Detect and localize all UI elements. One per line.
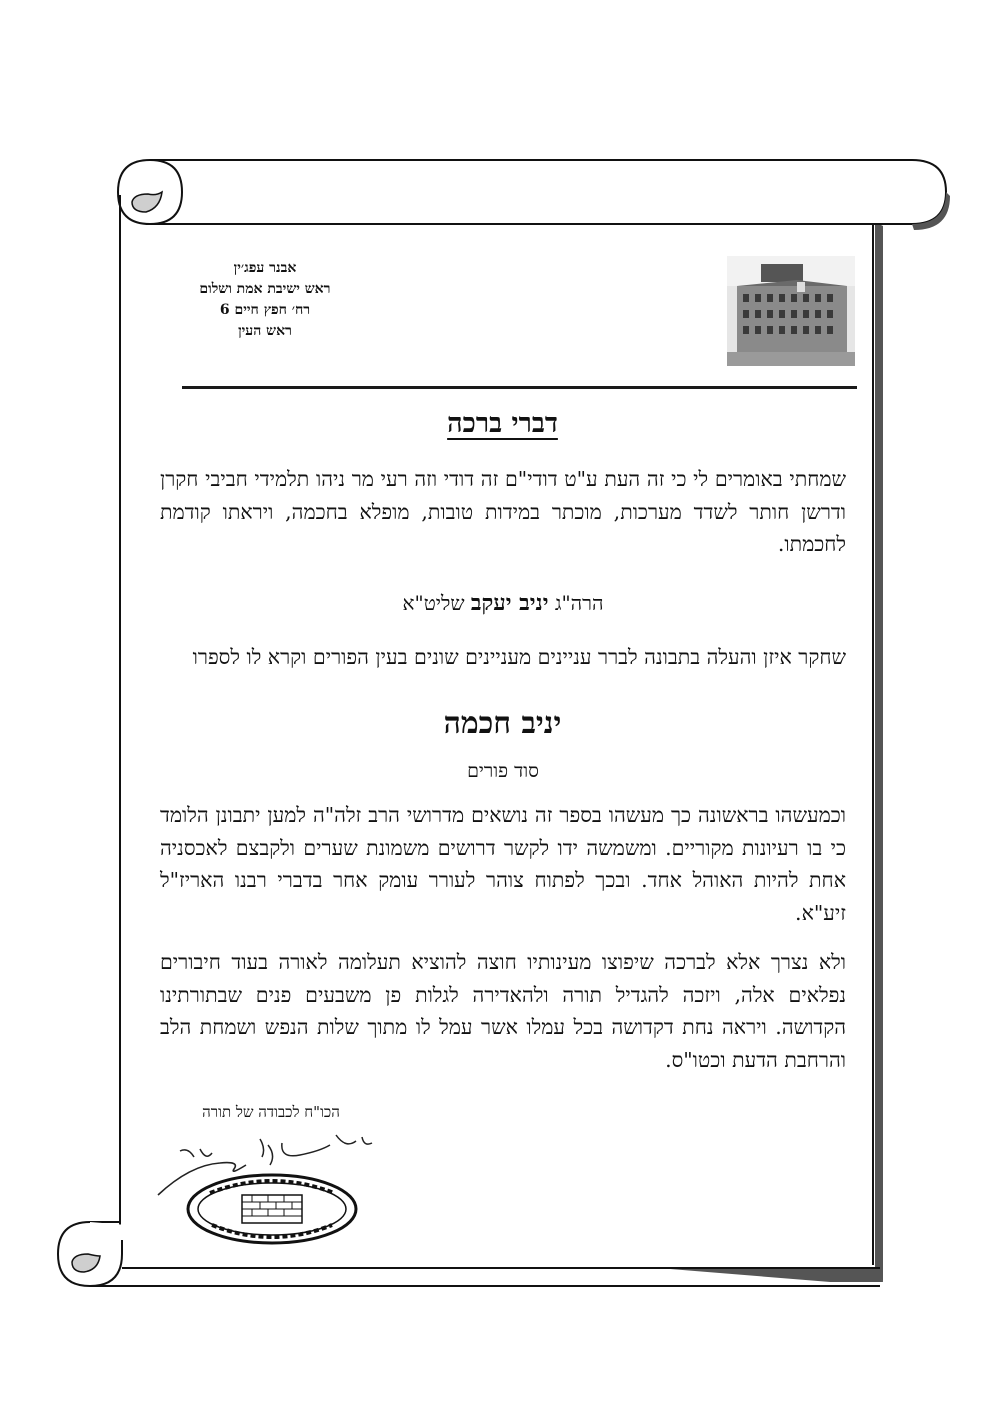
header-divider xyxy=(182,386,857,389)
opening-paragraph xyxy=(160,463,846,561)
address-line: רח׳ חפץ חיים 6 xyxy=(219,302,311,318)
paragraph-text: וכמעשהו בראשונה כך מעשהו בספר זה נושאים מדרושי הרב זלה"ה למען יתבונן הלומד כי בו רעיונות מקוריים. ומשמשה ידו לקשר דרושים משמונת שערים ולקבצם לאכסניה אחת להיות האוהל אחד. ובכך לפתוח צוהר לעורר עומק אחר בדברי רבנו האריז"ל זיע"א. xyxy=(160,803,846,925)
signature-and-stamp xyxy=(150,1125,390,1245)
fourth-paragraph xyxy=(160,946,846,1076)
second-paragraph xyxy=(160,641,846,674)
rabbi-name: יניב יעקב xyxy=(470,590,549,616)
paragraph-text: שחקר איזן והעלה בתבונה לברר עניינים מעניינים שונים בעין הפורים וקרא לו לספרו xyxy=(192,645,846,669)
rabbi-suffix: שליט"א xyxy=(402,591,465,615)
address-line: ראש ישיבת אמת ושלום xyxy=(199,281,331,297)
sender-address xyxy=(190,258,340,342)
yeshiva-building-photo xyxy=(727,256,855,366)
letter-title: דברי ברכה xyxy=(447,408,558,439)
book-subtitle: סוד פורים xyxy=(467,760,539,782)
address-line: אבנר עפג׳ין xyxy=(233,260,297,276)
paragraph-text: ולא נצרך אלא לברכה שיפוצו מעינותיו חוצה להוציא תעלומה לאורה בעוד חיבורים נפלאים אלה, ויזכה להגדיל תורה ולהאדירה לגלות פן משבעים פנים שבתורתינו הקדושה. ויראה נחת דקדושה בכל עמלו אשר עמל לו מתוך שלות הנפש ושמחת הלב והרחבת הדעת וכטו"ס. xyxy=(160,950,846,1072)
closing-line: הכו"ח לכבודה של תורה xyxy=(202,1103,340,1121)
address-line: ראש העין xyxy=(238,323,292,339)
book-title: יניב חכמה xyxy=(443,706,562,741)
rabbi-name-line xyxy=(160,590,846,616)
paragraph-text: שמחתי באומרים לי כי זה העת ע"ט דודי"ם זה דודי וזה רעי מר ניהו תלמידי חביבי חקרן ודרשן חותר לשדד מערכות, מוכתר במידות טובות, מופלא בחכמה, ויראתו קודמת לחכמתו. xyxy=(160,467,846,556)
rabbi-prefix: הרה"ג xyxy=(554,591,604,615)
third-paragraph xyxy=(160,799,846,929)
